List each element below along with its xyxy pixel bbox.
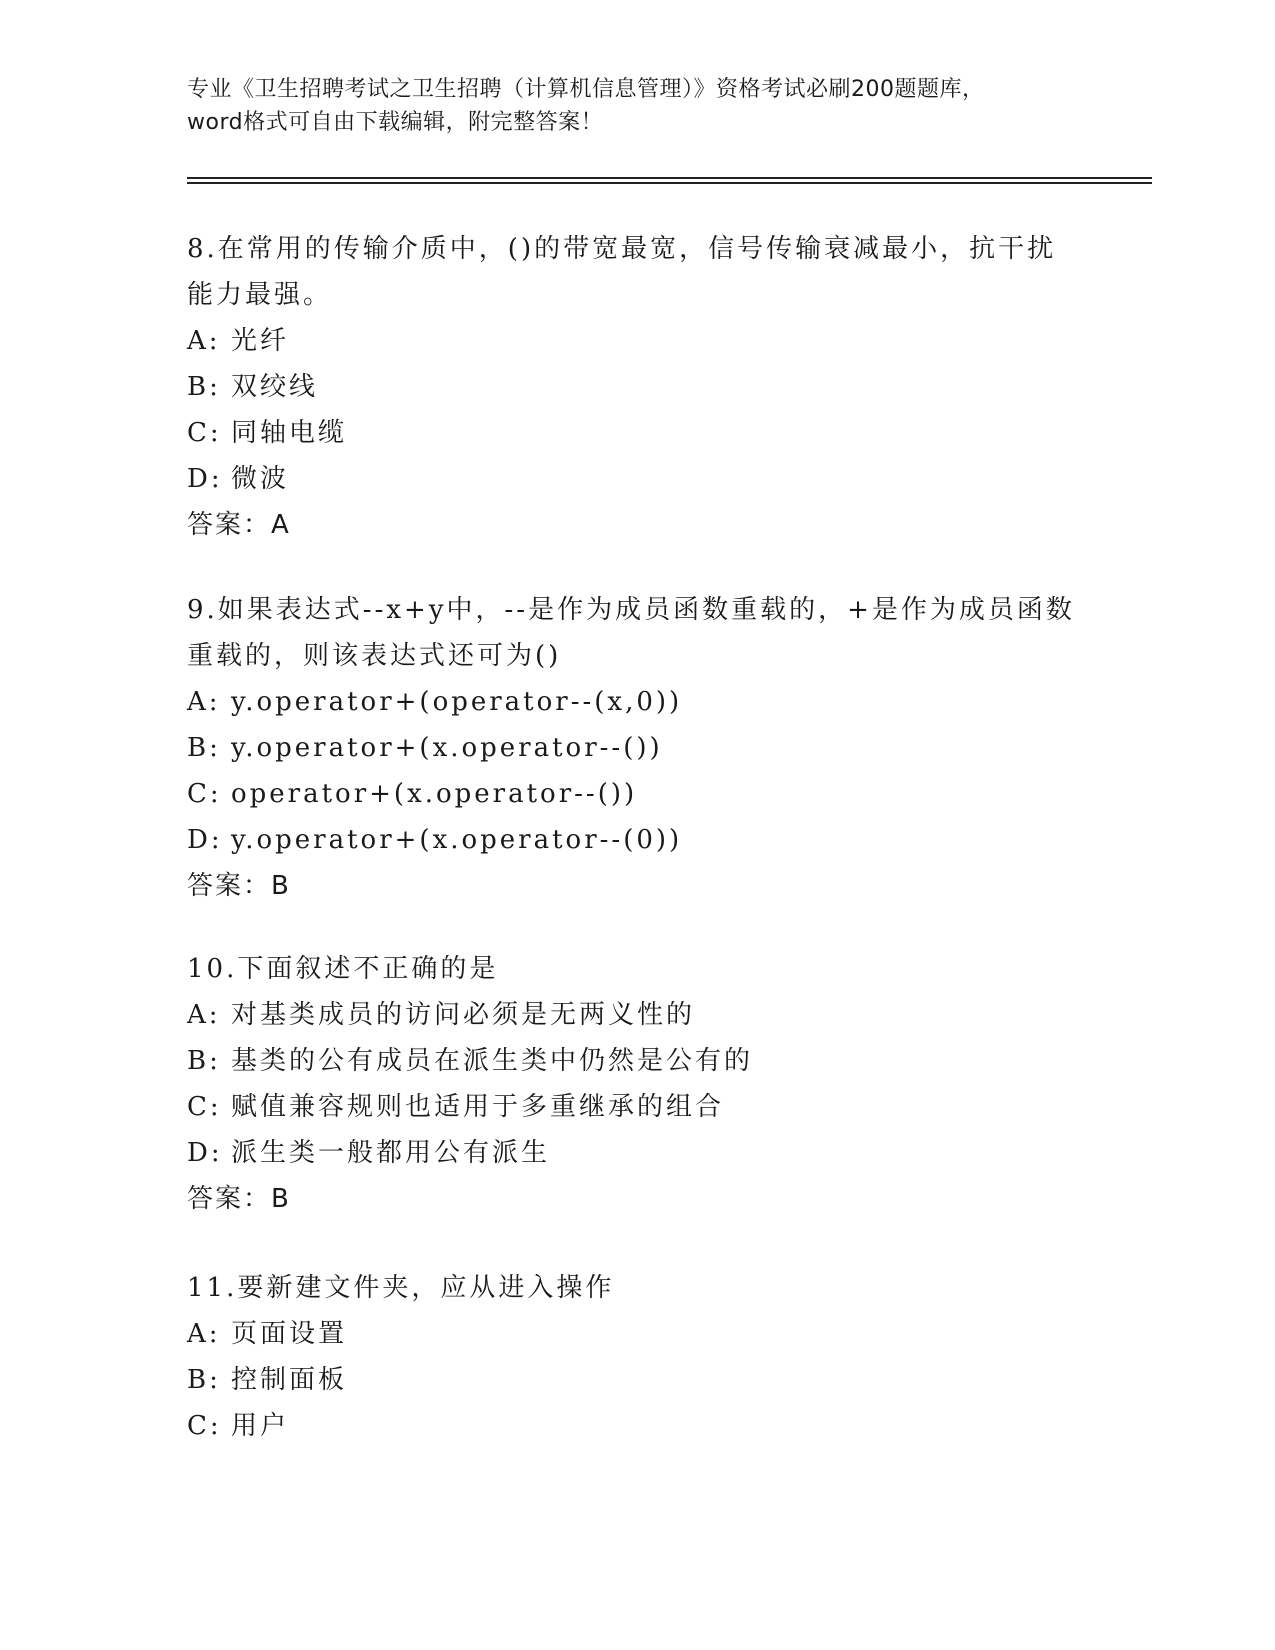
option-text: 双绞线 — [231, 372, 319, 402]
option-text: 对基类成员的访问必须是无两义性的 — [231, 1000, 696, 1030]
question-stem-line: 8.在常用的传输介质中，()的带宽最宽，信号传输衰减最小，抗干扰 — [187, 234, 1057, 264]
option-a — [187, 318, 1087, 364]
option-letter: B: — [187, 1365, 221, 1395]
question-stem-line: 10.下面叙述不正确的是 — [187, 954, 499, 984]
option-d — [187, 817, 1087, 863]
question-10 — [187, 946, 1087, 1222]
option-c — [187, 410, 1087, 456]
option-text: y.operator+(x.operator--(0)) — [231, 825, 683, 855]
option-letter: D: — [187, 825, 223, 855]
option-letter: D: — [187, 464, 223, 494]
option-b — [187, 364, 1087, 410]
option-text: 赋值兼容规则也适用于多重继承的组合 — [231, 1092, 725, 1122]
question-stem-line: 11.要新建文件夹，应从进入操作 — [187, 1273, 615, 1303]
option-text: operator+(x.operator--()) — [231, 779, 638, 809]
option-b — [187, 1038, 1087, 1084]
option-c — [187, 771, 1087, 817]
question-stem-line: 9.如果表达式--x+y中，--是作为成员函数重载的，+是作为成员函数 — [187, 595, 1075, 625]
question-8 — [187, 226, 1087, 548]
option-letter: B: — [187, 1046, 221, 1076]
option-text: 控制面板 — [231, 1365, 348, 1395]
option-letter: A: — [187, 1319, 221, 1349]
option-text: 页面设置 — [231, 1319, 348, 1349]
option-text: 派生类一般都用公有派生 — [231, 1138, 551, 1168]
option-b — [187, 1357, 1087, 1403]
option-letter: C: — [187, 1411, 222, 1441]
header-line-1: 专业《卫生招聘考试之卫生招聘（计算机信息管理）》资格考试必刷200题题库， — [187, 77, 985, 102]
option-d — [187, 1130, 1087, 1176]
question-11 — [187, 1265, 1087, 1449]
option-letter: C: — [187, 418, 222, 448]
option-c — [187, 1084, 1087, 1130]
header-line-2: word格式可自由下载编辑，附完整答案！ — [187, 110, 604, 135]
option-text: 同轴电缆 — [231, 418, 348, 448]
answer-line: 答案：A — [187, 510, 291, 540]
question-stem-line: 能力最强。 — [187, 280, 333, 310]
option-letter: A: — [187, 1000, 221, 1030]
option-letter: D: — [187, 1138, 223, 1168]
option-text: 微波 — [231, 464, 290, 494]
option-text: 光纤 — [231, 326, 290, 356]
question-stem-line: 重载的，则该表达式还可为() — [187, 641, 562, 671]
option-text: 用户 — [231, 1411, 290, 1441]
answer-line: 答案：B — [187, 1184, 291, 1214]
option-d — [187, 456, 1087, 502]
option-a — [187, 1311, 1087, 1357]
header-divider-bottom — [187, 182, 1152, 184]
option-a — [187, 992, 1087, 1038]
answer-line: 答案：B — [187, 871, 291, 901]
option-b — [187, 725, 1087, 771]
option-text: 基类的公有成员在派生类中仍然是公有的 — [231, 1046, 754, 1076]
header-divider-top — [187, 177, 1152, 179]
option-c — [187, 1403, 1087, 1449]
option-a — [187, 679, 1087, 725]
option-letter: C: — [187, 779, 222, 809]
question-9 — [187, 587, 1087, 909]
option-text: y.operator+(x.operator--()) — [231, 733, 663, 763]
option-text: y.operator+(operator--(x,0)) — [231, 687, 683, 717]
option-letter: A: — [187, 687, 221, 717]
option-letter: B: — [187, 372, 221, 402]
option-letter: A: — [187, 326, 221, 356]
option-letter: C: — [187, 1092, 222, 1122]
option-letter: B: — [187, 733, 221, 763]
document-header — [187, 73, 1087, 139]
